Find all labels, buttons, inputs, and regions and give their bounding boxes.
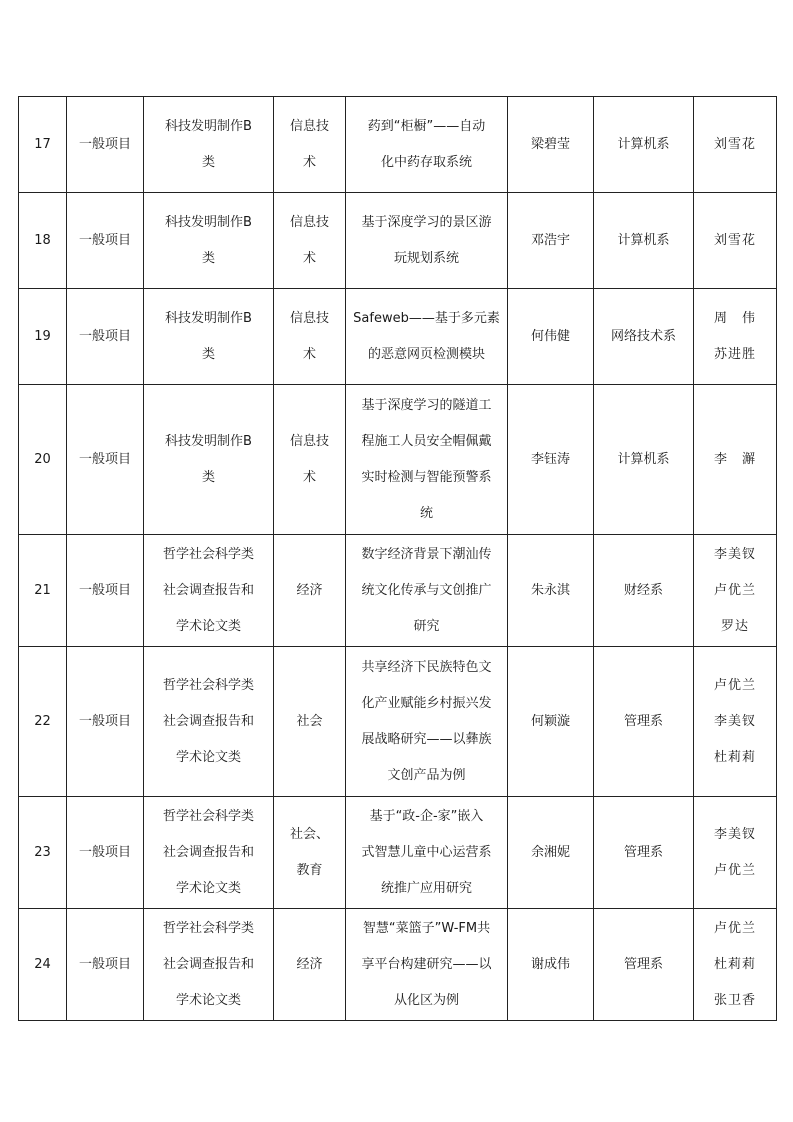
project-category: 哲学社会科学类 社会调查报告和 学术论文类 xyxy=(162,546,254,634)
project-title-cell xyxy=(346,97,508,193)
project-level-cell xyxy=(67,647,144,797)
advisor: 李 澥 xyxy=(713,451,756,467)
project-leader-cell xyxy=(508,647,594,797)
subject-field-cell xyxy=(274,909,346,1021)
department: 管理系 xyxy=(623,713,663,729)
project-title-cell xyxy=(346,289,508,385)
row-number: 20 xyxy=(34,451,51,467)
department-cell xyxy=(594,385,694,535)
table-body xyxy=(19,97,777,1021)
project-leader-cell xyxy=(508,535,594,647)
project-leader-cell xyxy=(508,193,594,289)
project-level: 一般项目 xyxy=(78,232,131,248)
project-category: 哲学社会科学类 社会调查报告和 学术论文类 xyxy=(162,677,254,765)
project-leader-cell xyxy=(508,289,594,385)
project-category-cell xyxy=(144,535,274,647)
row-number-cell xyxy=(19,97,67,193)
project-leader-cell xyxy=(508,797,594,909)
advisor-cell xyxy=(694,193,777,289)
project-level: 一般项目 xyxy=(78,328,131,344)
row-number-cell xyxy=(19,909,67,1021)
project-leader: 余湘妮 xyxy=(530,844,570,860)
subject-field-cell xyxy=(274,535,346,647)
table-row xyxy=(19,797,777,909)
advisor: 卢优兰 李美钗 杜莉莉 xyxy=(713,677,756,765)
project-leader-cell xyxy=(508,97,594,193)
project-leader: 朱永淇 xyxy=(530,582,570,598)
subject-field: 社会 xyxy=(296,713,323,729)
project-level: 一般项目 xyxy=(78,582,131,598)
department-cell xyxy=(594,193,694,289)
row-number-cell xyxy=(19,647,67,797)
department: 计算机系 xyxy=(617,136,670,152)
advisor: 李美钗 卢优兰 xyxy=(713,826,756,878)
department: 计算机系 xyxy=(617,451,670,467)
project-leader: 谢成伟 xyxy=(530,956,570,972)
subject-field: 信息技 术 xyxy=(289,433,329,485)
subject-field: 经济 xyxy=(296,582,323,598)
project-level-cell xyxy=(67,385,144,535)
row-number-cell xyxy=(19,385,67,535)
project-level-cell xyxy=(67,289,144,385)
table-row xyxy=(19,647,777,797)
advisor-cell xyxy=(694,647,777,797)
table-row xyxy=(19,535,777,647)
advisor-cell xyxy=(694,797,777,909)
subject-field-cell xyxy=(274,97,346,193)
project-title-cell xyxy=(346,193,508,289)
project-title: 基于深度学习的景区游 玩规划系统 xyxy=(361,214,492,266)
row-number: 24 xyxy=(34,956,51,972)
project-category-cell xyxy=(144,909,274,1021)
advisor: 李美钗 卢优兰 罗达 xyxy=(713,546,756,634)
project-title: 基于“政-企-家”嵌入 式智慧儿童中心运营系 统推广应用研究 xyxy=(361,808,492,896)
project-title: 数字经济背景下潮汕传 统文化传承与文创推广 研究 xyxy=(361,546,492,634)
project-title: 共享经济下民族特色文 化产业赋能乡村振兴发 展战略研究——以彝族 文创产品为例 xyxy=(361,659,492,783)
project-leader: 邓浩宇 xyxy=(530,232,570,248)
project-category: 哲学社会科学类 社会调查报告和 学术论文类 xyxy=(162,808,254,896)
advisor-cell xyxy=(694,909,777,1021)
row-number: 17 xyxy=(34,136,51,152)
row-number: 22 xyxy=(34,713,51,729)
table-row xyxy=(19,909,777,1021)
subject-field: 信息技 术 xyxy=(289,118,329,170)
project-leader-cell xyxy=(508,909,594,1021)
project-category-cell xyxy=(144,385,274,535)
row-number: 18 xyxy=(34,232,51,248)
project-table xyxy=(18,96,777,1021)
department: 网络技术系 xyxy=(610,328,676,344)
project-level-cell xyxy=(67,193,144,289)
subject-field-cell xyxy=(274,193,346,289)
project-title-cell xyxy=(346,535,508,647)
row-number-cell xyxy=(19,797,67,909)
project-level: 一般项目 xyxy=(78,844,131,860)
department-cell xyxy=(594,647,694,797)
row-number: 19 xyxy=(34,328,51,344)
advisor-cell xyxy=(694,97,777,193)
project-level: 一般项目 xyxy=(78,451,131,467)
subject-field-cell xyxy=(274,385,346,535)
project-level-cell xyxy=(67,535,144,647)
row-number: 23 xyxy=(34,844,51,860)
project-level-cell xyxy=(67,797,144,909)
project-category: 科技发明制作B 类 xyxy=(165,118,252,170)
department-cell xyxy=(594,909,694,1021)
project-title-cell xyxy=(346,797,508,909)
department-cell xyxy=(594,289,694,385)
project-category-cell xyxy=(144,289,274,385)
project-category-cell xyxy=(144,193,274,289)
project-level-cell xyxy=(67,97,144,193)
project-leader-cell xyxy=(508,385,594,535)
project-level: 一般项目 xyxy=(78,136,131,152)
department: 财经系 xyxy=(623,582,663,598)
project-category: 科技发明制作B 类 xyxy=(165,310,252,362)
project-title: Safeweb——基于多元素 的恶意网页检测模块 xyxy=(353,310,500,362)
project-leader: 李钰涛 xyxy=(530,451,570,467)
project-leader: 何颖漩 xyxy=(530,713,570,729)
project-category: 科技发明制作B 类 xyxy=(165,433,252,485)
advisor: 周 伟 苏进胜 xyxy=(713,310,756,362)
table-row xyxy=(19,289,777,385)
row-number: 21 xyxy=(34,582,51,598)
subject-field-cell xyxy=(274,797,346,909)
project-category-cell xyxy=(144,797,274,909)
project-title-cell xyxy=(346,385,508,535)
advisor: 卢优兰 杜莉莉 张卫香 xyxy=(713,920,756,1008)
department-cell xyxy=(594,797,694,909)
project-level: 一般项目 xyxy=(78,956,131,972)
advisor: 刘雪花 xyxy=(713,232,756,248)
table-row xyxy=(19,193,777,289)
row-number-cell xyxy=(19,535,67,647)
department: 计算机系 xyxy=(617,232,670,248)
subject-field: 经济 xyxy=(296,956,323,972)
department-cell xyxy=(594,535,694,647)
advisor-cell xyxy=(694,289,777,385)
project-level: 一般项目 xyxy=(78,713,131,729)
project-category: 哲学社会科学类 社会调查报告和 学术论文类 xyxy=(162,920,254,1008)
subject-field: 信息技 术 xyxy=(289,310,329,362)
project-title-cell xyxy=(346,909,508,1021)
table-row xyxy=(19,97,777,193)
subject-field-cell xyxy=(274,647,346,797)
project-category-cell xyxy=(144,647,274,797)
department-cell xyxy=(594,97,694,193)
advisor-cell xyxy=(694,535,777,647)
project-category-cell xyxy=(144,97,274,193)
table-row xyxy=(19,385,777,535)
project-title: 药到“柜橱”——自动 化中药存取系统 xyxy=(367,118,486,170)
project-category: 科技发明制作B 类 xyxy=(165,214,252,266)
project-leader: 梁碧莹 xyxy=(530,136,570,152)
department: 管理系 xyxy=(623,844,663,860)
subject-field: 信息技 术 xyxy=(289,214,329,266)
project-title: 智慧“菜篮子”W-FM共 享平台构建研究——以 从化区为例 xyxy=(361,920,492,1008)
advisor: 刘雪花 xyxy=(713,136,756,152)
department: 管理系 xyxy=(623,956,663,972)
row-number-cell xyxy=(19,193,67,289)
project-title-cell xyxy=(346,647,508,797)
subject-field: 社会、 教育 xyxy=(289,826,329,878)
subject-field-cell xyxy=(274,289,346,385)
project-title: 基于深度学习的隧道工 程施工人员安全帽佩戴 实时检测与智能预警系 统 xyxy=(361,397,492,521)
project-leader: 何伟健 xyxy=(530,328,570,344)
row-number-cell xyxy=(19,289,67,385)
advisor-cell xyxy=(694,385,777,535)
project-level-cell xyxy=(67,909,144,1021)
